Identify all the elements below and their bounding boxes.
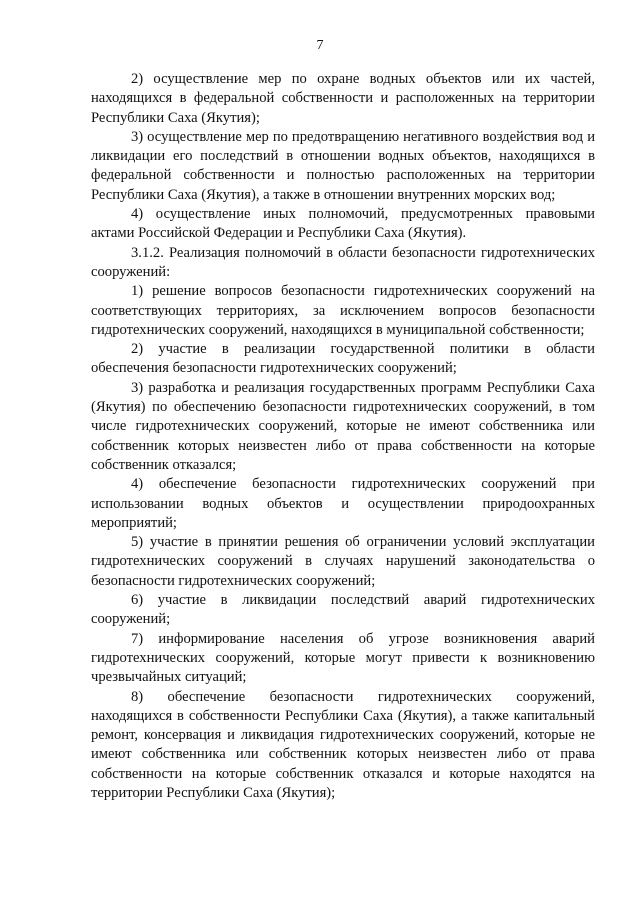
paragraph-safety-item-3: 3) разработка и реализация государственных программ Республики Саха (Якутия) по обеспечению безопасности гидротехнических сооружений, в том числе гидротехнических сооружений, которые не имеют собственника или собственник которых неизвестен либо от права собственности на которые собственник отказался; (91, 379, 595, 473)
paragraph-item-4: 4) осуществление иных полномочий, предусмотренных правовыми актами Российской Федерации и Республики Саха (Якутия). (91, 206, 595, 242)
paragraph-safety-item-7: 7) информирование населения об угрозе возникновения аварий гидротехнических сооружений, которые могут привести к возникновению чрезвычайных ситуаций; (91, 630, 595, 686)
paragraph-safety-item-1: 1) решение вопросов безопасности гидротехнических сооружений на соответствующих территориях, за исключением вопросов безопасности гидротехнических сооружений, находящихся в муниципальной собственности; (91, 283, 595, 338)
paragraph-safety-item-2: 2) участие в реализации государственной политики в области обеспечения безопасности гидротехнических сооружений; (91, 341, 595, 377)
paragraph-safety-item-8: 8) обеспечение безопасности гидротехнических сооружений, находящихся в собственности Республики Саха (Якутия), а также капитальный ремонт, консервация и ликвидация гидротехнических сооружений, которые не имеют собственника или собственник которых неизвестен либо от права собственности на которые собственник отказался и которые находятся на территории Республики Саха (Якутия); (91, 688, 595, 801)
paragraph-item-2: 2) осуществление мер по охране водных объектов или их частей, находящихся в федеральной собственности и расположенных на территории Республики Саха (Якутия); (91, 71, 595, 126)
paragraph-safety-item-5: 5) участие в принятии решения об ограничении условий эксплуатации гидротехнических сооружений в случаях нарушений законодательства о безопасности гидротехнических сооружений; (91, 534, 595, 589)
paragraph-safety-item-6: 6) участие в ликвидации последствий аварий гидротехнических сооружений; (91, 592, 595, 628)
page-number: 7 (316, 38, 324, 53)
section-heading-3-1-2: 3.1.2. Реализация полномочий в области безопасности гидротехнических сооружений: (91, 244, 595, 280)
paragraph-item-3: 3) осуществление мер по предотвращению негативного воздействия вод и ликвидации его последствий в отношении водных объектов, находящихся в федеральной собственности и полностью расположенных на территории Республики Саха (Якутия), а также в отношении внутренних морских вод; (91, 128, 595, 203)
paragraph-safety-item-4: 4) обеспечение безопасности гидротехнических сооружений при использовании водных объектов и осуществлении природоохранных мероприятий; (91, 476, 595, 531)
document-body (91, 70, 595, 803)
